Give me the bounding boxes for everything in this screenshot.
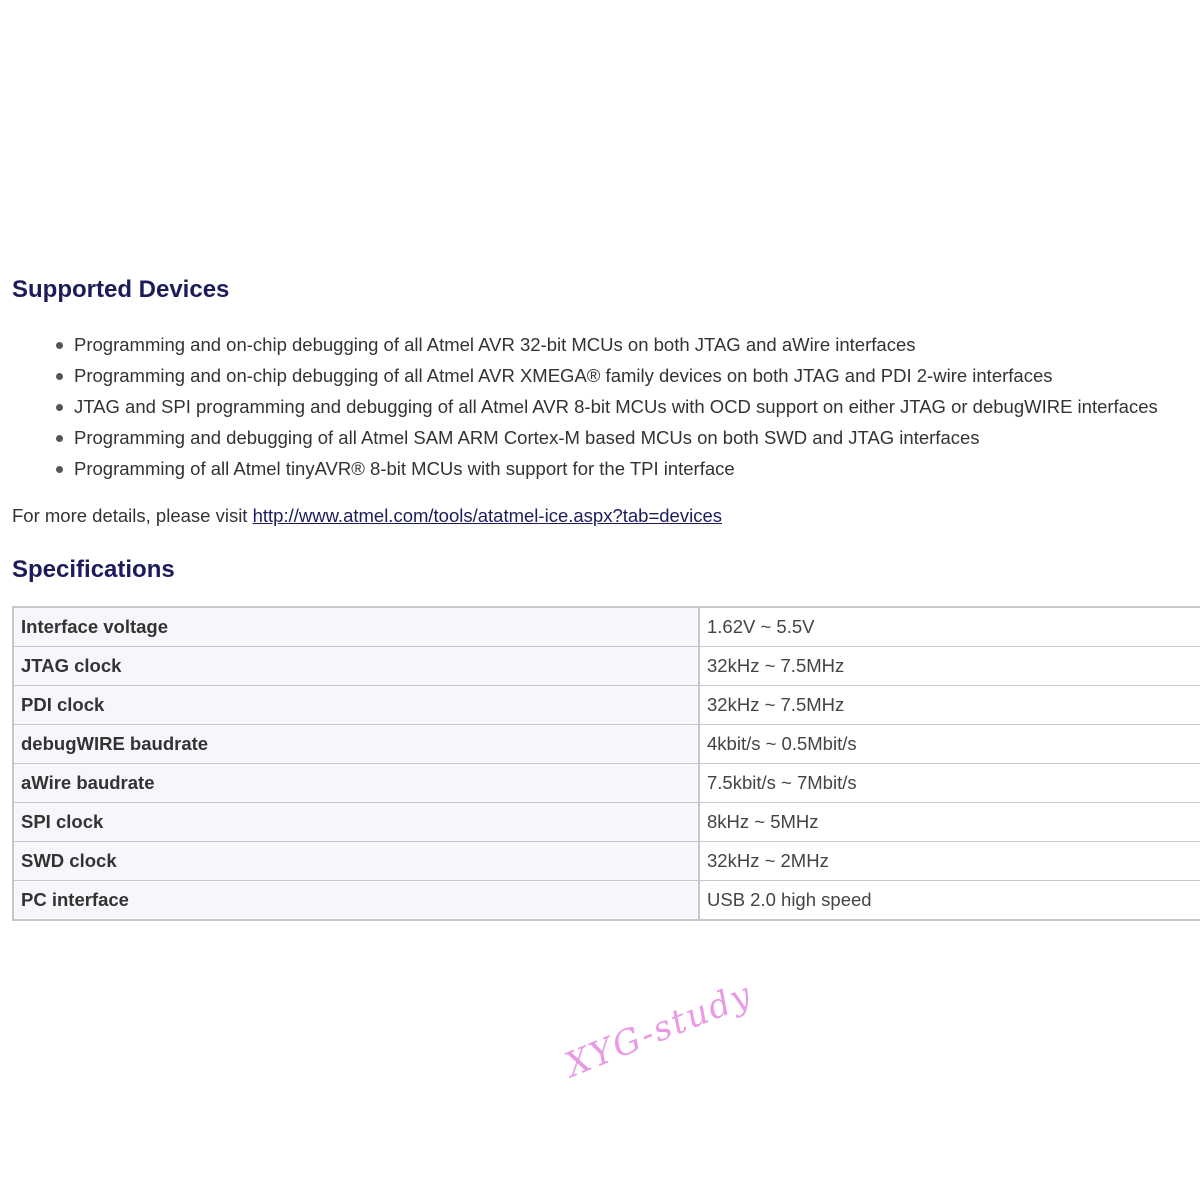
spec-value: 7.5kbit/s ~ 7Mbit/s (699, 764, 1200, 803)
spec-key: SWD clock (13, 842, 699, 881)
list-item (56, 360, 1158, 391)
watermark: XYG-study (559, 974, 759, 1086)
spec-value: 8kHz ~ 5MHz (699, 803, 1200, 842)
spec-value: 4kbit/s ~ 0.5Mbit/s (699, 725, 1200, 764)
table-row (13, 607, 1200, 647)
table-row (13, 842, 1200, 881)
specifications-heading: Specifications (12, 556, 175, 583)
bullet-icon (56, 435, 63, 442)
table-row (13, 686, 1200, 725)
spec-value: USB 2.0 high speed (699, 881, 1200, 921)
list-item (56, 329, 1158, 360)
spec-key: JTAG clock (13, 647, 699, 686)
spec-value: 32kHz ~ 2MHz (699, 842, 1200, 881)
bullet-icon (56, 466, 63, 473)
list-item-text: JTAG and SPI programming and debugging of all Atmel AVR 8-bit MCUs with OCD support on either JTAG or debugWIRE interfaces (74, 396, 1158, 417)
list-item (56, 422, 1158, 453)
spec-key: Interface voltage (13, 607, 699, 647)
spec-value: 1.62V ~ 5.5V (699, 607, 1200, 647)
more-details-text: For more details, please visit (12, 505, 253, 526)
list-item-text: Programming and on-chip debugging of all Atmel AVR 32-bit MCUs on both JTAG and aWire interfaces (74, 334, 916, 355)
more-details (12, 505, 722, 527)
list-item (56, 453, 1158, 484)
spec-value: 32kHz ~ 7.5MHz (699, 647, 1200, 686)
spec-key: SPI clock (13, 803, 699, 842)
list-item-text: Programming and on-chip debugging of all Atmel AVR XMEGA® family devices on both JTAG and PDI 2-wire interfaces (74, 365, 1053, 386)
list-item (56, 391, 1158, 422)
spec-key: PDI clock (13, 686, 699, 725)
list-item-text: Programming of all Atmel tinyAVR® 8-bit MCUs with support for the TPI interface (74, 458, 735, 479)
supported-devices-list (56, 329, 1158, 484)
devices-link[interactable]: http://www.atmel.com/tools/atatmel-ice.aspx?tab=devices (252, 505, 722, 526)
spec-key: debugWIRE baudrate (13, 725, 699, 764)
table-row (13, 881, 1200, 921)
spec-value: 32kHz ~ 7.5MHz (699, 686, 1200, 725)
table-row (13, 725, 1200, 764)
spec-key: aWire baudrate (13, 764, 699, 803)
specifications-table (12, 606, 1200, 921)
spec-key: PC interface (13, 881, 699, 921)
list-item-text: Programming and debugging of all Atmel SAM ARM Cortex-M based MCUs on both SWD and JTAG interfaces (74, 427, 980, 448)
table-row (13, 647, 1200, 686)
supported-devices-heading: Supported Devices (12, 276, 230, 303)
bullet-icon (56, 342, 63, 349)
bullet-icon (56, 373, 63, 380)
table-row (13, 803, 1200, 842)
table-row (13, 764, 1200, 803)
bullet-icon (56, 404, 63, 411)
